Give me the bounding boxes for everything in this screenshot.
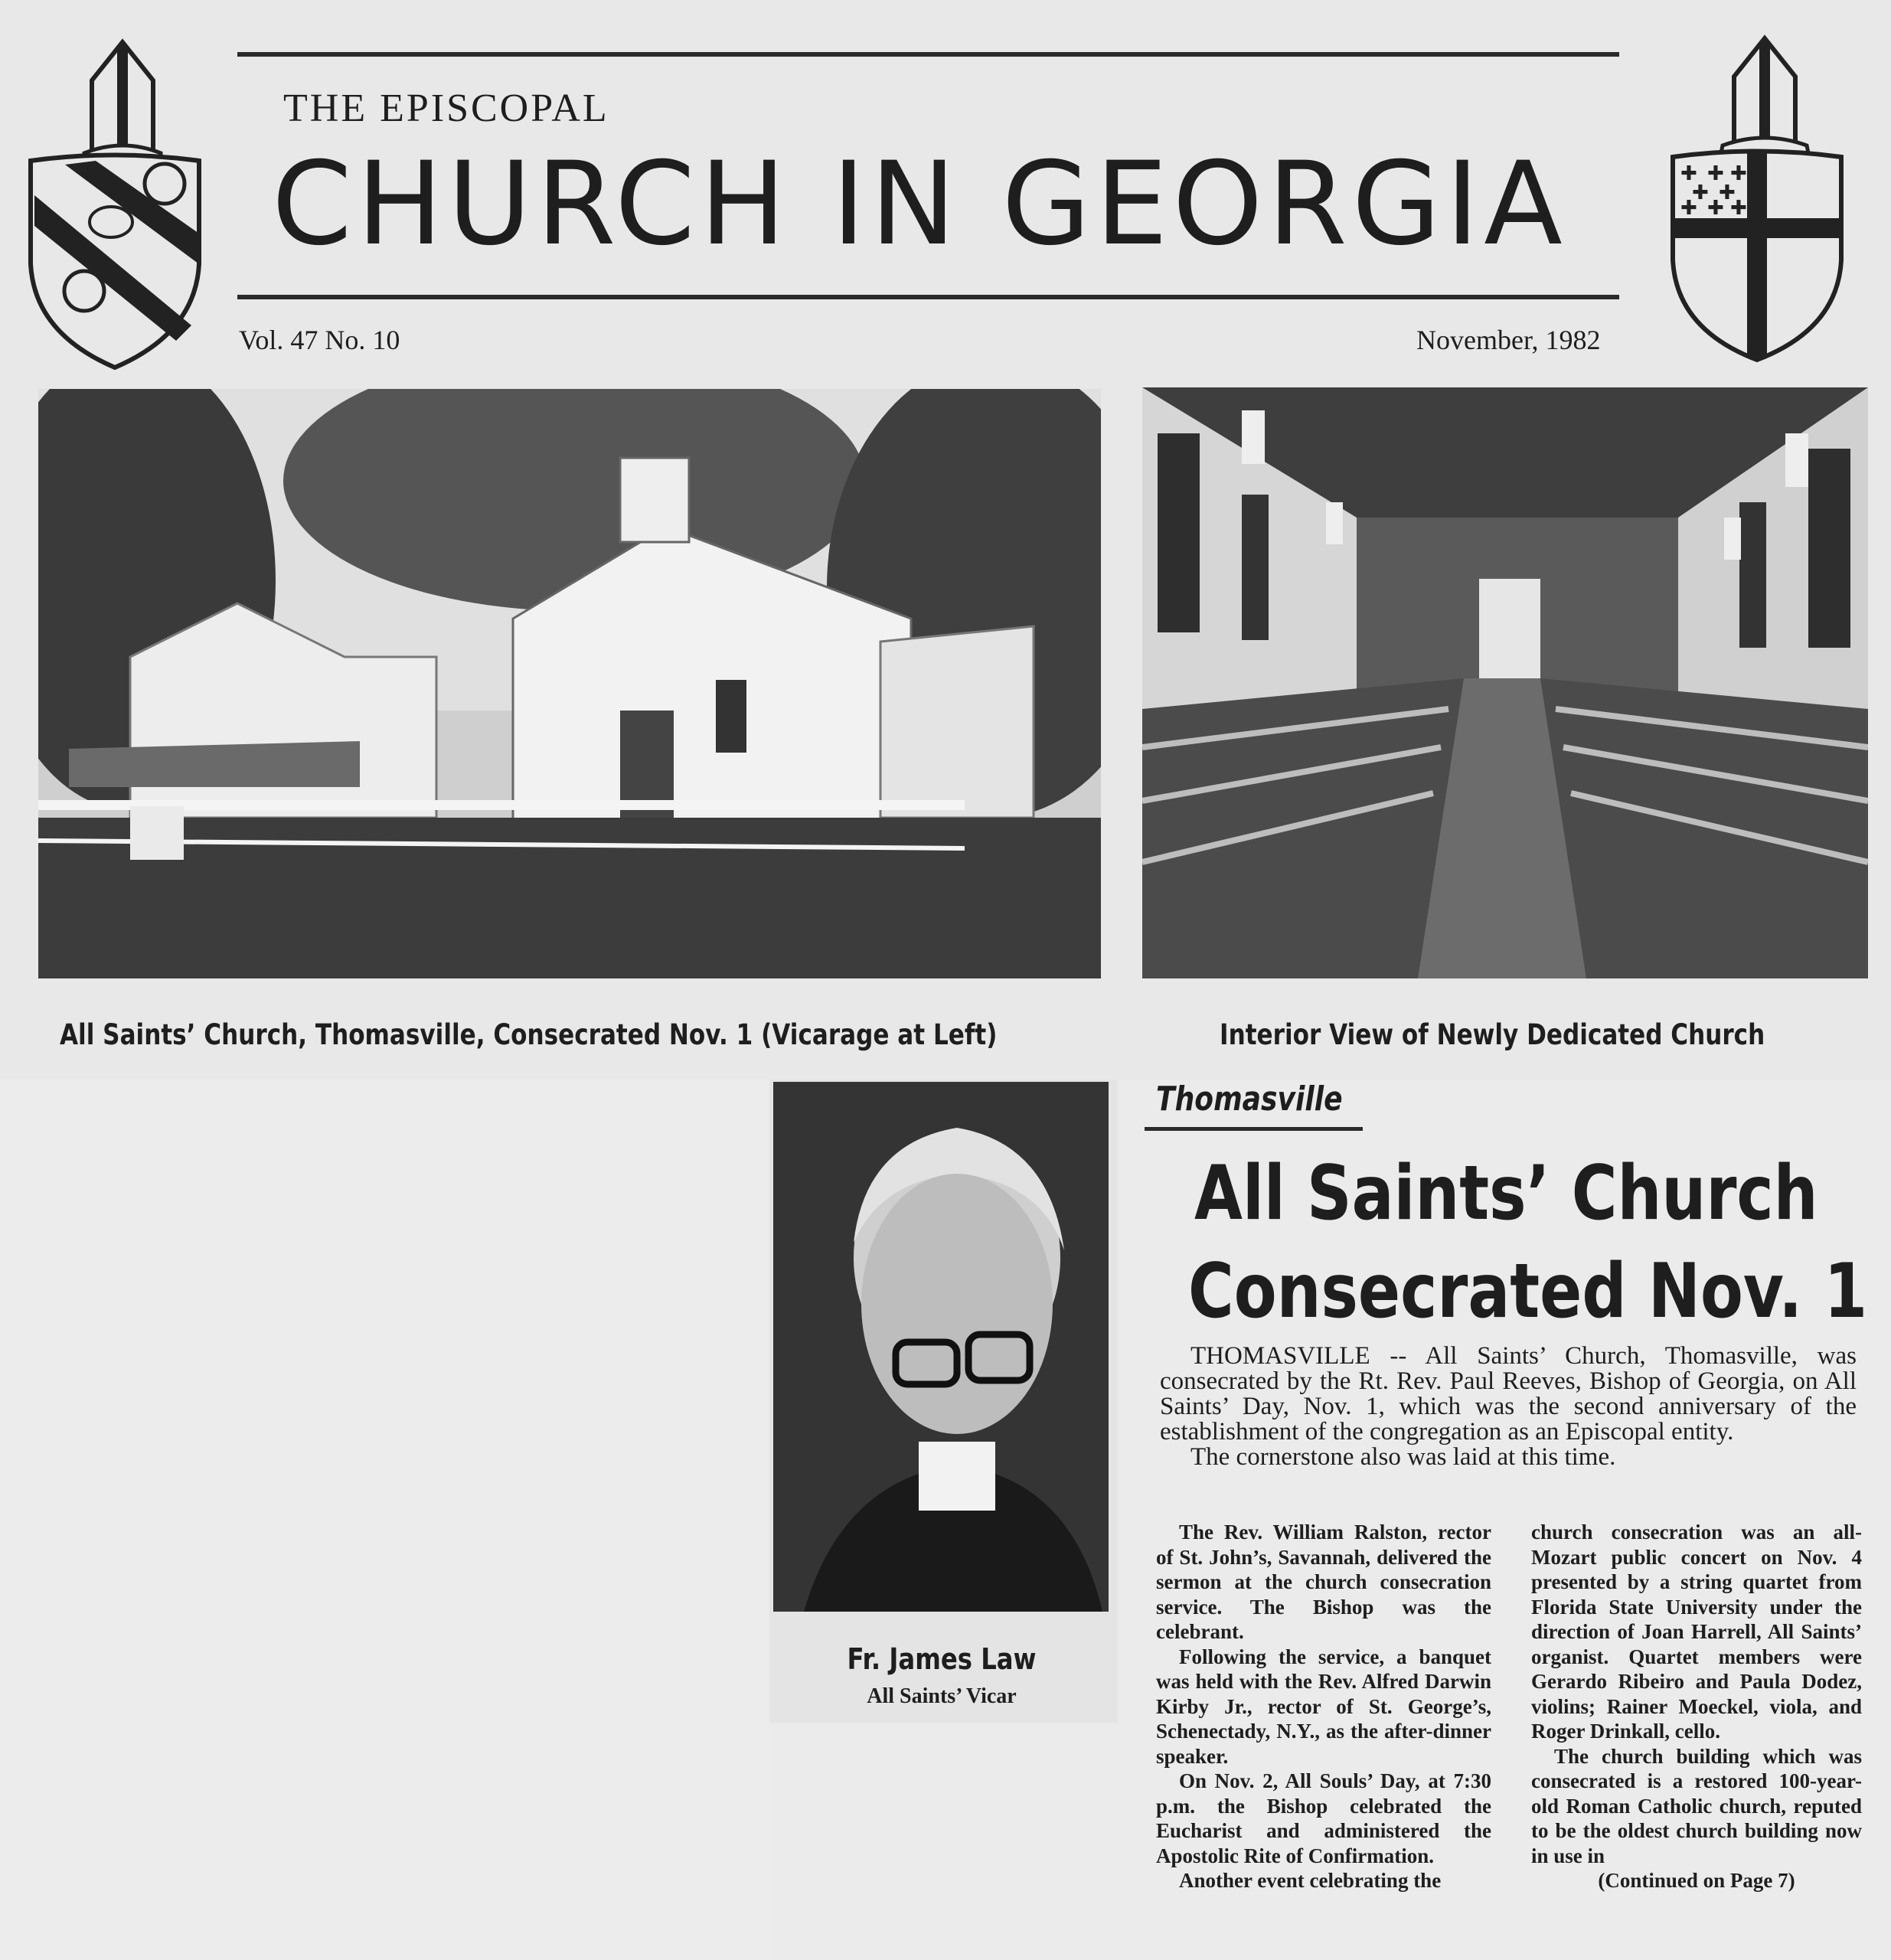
col1-paragraph-2: Following the service, a banquet was held with the Rev. Alfred Darwin Kirby Jr., rector of St. George’s, Schenectady, N.Y., as the after-dinner speaker. xyxy=(1156,1645,1491,1768)
episcopal-shield-right-icon xyxy=(1661,31,1853,368)
svg-text:✚: ✚ xyxy=(1680,162,1697,185)
vicar-portrait-photo xyxy=(773,1082,1109,1612)
continued-line: (Continued on Page 7) xyxy=(1598,1869,1795,1892)
lead-paragraph-1: THOMASVILLE -- All Saints’ Church, Thomasville, was consecrated by the Rt. Rev. Paul Reeves, Bishop of Georgia, on All Saints’ Day, Nov. 1, which was the second anniversary of the establishment of the congregation as an Episcopal entity. xyxy=(1160,1342,1857,1446)
portrait-role: All Saints’ Vicar xyxy=(867,1684,1017,1708)
masthead-kicker: THE EPISCOPAL xyxy=(283,87,609,130)
dateline-kicker: Thomasville xyxy=(1156,1080,1343,1119)
diocese-shield-left-icon xyxy=(19,34,211,371)
exterior-photo-caption: All Saints’ Church, Thomasville, Consecrated Nov. 1 (Vicarage at Left) xyxy=(60,1018,998,1051)
masthead-title: CHURCH IN GEORGIA xyxy=(272,138,1567,271)
interior-photo-caption: Interior View of Newly Dedicated Church xyxy=(1220,1018,1765,1051)
church-interior-photo xyxy=(1142,387,1868,978)
volume-number: Vol. 47 No. 10 xyxy=(239,325,400,355)
article-column-2 xyxy=(1531,1520,1862,1893)
church-exterior-photo xyxy=(38,389,1101,978)
masthead-top-rule xyxy=(237,52,1619,57)
issue-date: November, 1982 xyxy=(1416,325,1601,355)
article-column-1 xyxy=(1156,1520,1491,1893)
col2-paragraph-2: The church building which was consecrated is a restored 100-year-old Roman Catholic church, reputed to be the oldest church building now in use in xyxy=(1531,1744,1862,1867)
col1-paragraph-4: Another event celebrating the xyxy=(1179,1869,1442,1892)
article-lead xyxy=(1160,1344,1857,1470)
headline-line-2: Consecrated Nov. 1 xyxy=(1188,1248,1868,1335)
kicker-underline xyxy=(1145,1127,1363,1131)
svg-text:✚: ✚ xyxy=(1730,162,1747,185)
svg-text:✚: ✚ xyxy=(1692,181,1709,204)
col1-paragraph-1: The Rev. William Ralston, rector of St. John’s, Savannah, delivered the sermon at the church consecration service. The Bishop was the celebrant. xyxy=(1156,1521,1491,1643)
lead-paragraph-2: The cornerstone also was laid at this time. xyxy=(1190,1443,1616,1471)
col1-paragraph-3: On Nov. 2, All Souls’ Day, at 7:30 p.m. the Bishop celebrated the Eucharist and administered the Apostolic Rite of Confirmation. xyxy=(1156,1769,1491,1867)
portrait-name: Fr. James Law xyxy=(847,1642,1037,1676)
svg-text:✚: ✚ xyxy=(1680,197,1697,220)
svg-text:✚: ✚ xyxy=(1719,181,1736,204)
masthead-bottom-rule xyxy=(237,295,1619,299)
svg-text:✚: ✚ xyxy=(1707,197,1724,220)
svg-text:✚: ✚ xyxy=(1707,162,1724,185)
headline-line-1: All Saints’ Church xyxy=(1194,1150,1818,1237)
svg-text:✚: ✚ xyxy=(1730,197,1747,220)
blank-area xyxy=(0,1080,769,1960)
col2-paragraph-1: church consecration was an all-Mozart public concert on Nov. 4 presented by a string quartet from Florida State University under the direction of Joan Harrell, All Saints’ organist. Quartet members were Gerardo Ribeiro and Paula Dodez, violins; Rainer Moeckel, viola, and Roger Drinkall, cello. xyxy=(1531,1521,1862,1743)
